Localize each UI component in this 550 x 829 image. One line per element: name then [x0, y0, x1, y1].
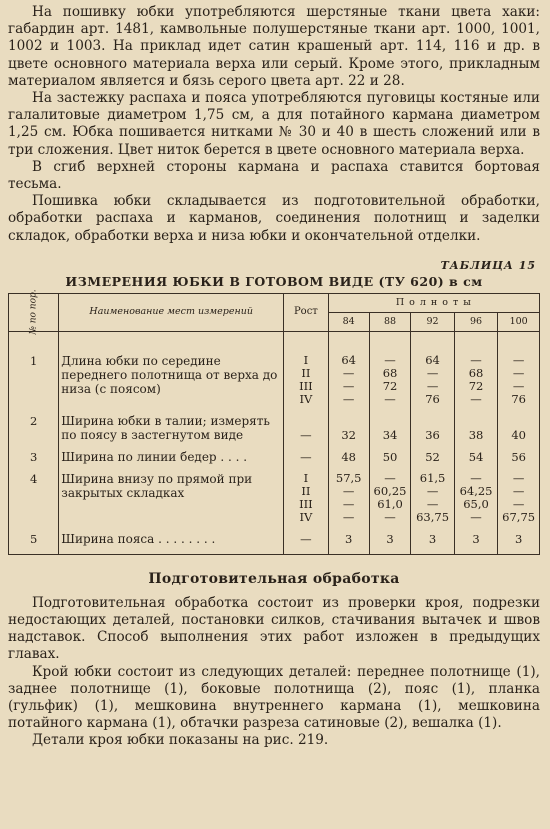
row-number: 2 — [9, 414, 59, 450]
row-name: Ширина по линии бедер . . . . — [59, 450, 284, 472]
value-cell: 36 — [411, 414, 454, 450]
value-cell: 3 — [454, 532, 497, 555]
row-number: 5 — [9, 532, 59, 555]
value-cell: 64 — — 76 — [411, 354, 454, 414]
value-cell: — — — 67,75 — [498, 472, 540, 532]
table-row — [9, 532, 540, 555]
paragraph: Детали кроя юбки показаны на рис. 219. — [32, 732, 329, 749]
row-name: Ширина внизу по прямой при закрытых складках — [59, 472, 284, 532]
value-cell: — 64,25 65,0 — — [454, 472, 497, 532]
intro-text — [8, 4, 540, 245]
value-cell: 40 — [498, 414, 540, 450]
row-number: 4 — [9, 472, 59, 532]
fullness-col: 88 — [369, 312, 411, 331]
header-growth: Рост — [284, 293, 329, 331]
value-cell: 57,5 — — — — [328, 472, 369, 532]
value-cell: — 60,25 61,0 — — [369, 472, 411, 532]
value-cell: 34 — [369, 414, 411, 450]
value-cell: 38 — [454, 414, 497, 450]
value-cell: 48 — [328, 450, 369, 472]
header-fullness: П о л н о т ы — [328, 293, 539, 312]
paragraph: На пошивку юбки употребляются шерстяные ткани цвета хаки: габардин арт. 1481, камвольные полушерстяные ткани арт. 1000, 1001, 1002 и 1003. На приклад идет сатин крашеный арт. 114, 116 и др. в цвете основного материала верха или серый. Кроме этого, прикладным материалом является и бязь серого цвета арт. 22 и 28. — [8, 4, 540, 89]
measurements-table — [8, 289, 540, 555]
table-row — [9, 472, 540, 532]
paragraph: Подготовительная обработка состоит из проверки кроя, подрезки недостающих деталей, постановки силков, стачивания вытачек и швов надставок. Способ выполнения этих работ изложен в предыдущих главах. — [8, 594, 540, 663]
fullness-col: 100 — [498, 312, 540, 331]
value-cell: 54 — [454, 450, 497, 472]
outro-text — [8, 595, 540, 750]
value-cell: 3 — [411, 532, 454, 555]
section-heading: Подготовительная обработка — [148, 570, 400, 587]
row-growth: — — [284, 532, 329, 555]
paragraph: Пошивка юбки складывается из подготовительной обработки, обработки распаха и карманов, соединения полотнищ и заделки складок, обработки верха и низа юбки и окончательной отделки. — [8, 193, 540, 244]
row-number: 1 — [9, 354, 59, 414]
fullness-col: 92 — [411, 312, 454, 331]
paragraph: Крой юбки состоит из следующих деталей: переднее полотнище (1), заднее полотнище (1), боковые полотнища (2), пояс (1), планка (гульфик) (1), мешковина внутреннего кармана (1), мешковина потайного кармана (1), обтачки разреза сатиновые (2), вешалка (1). — [8, 663, 540, 732]
table-row — [9, 414, 540, 450]
header-number: № по пор. — [9, 293, 59, 331]
table-row — [9, 354, 540, 414]
row-growth: — — [284, 450, 329, 472]
fullness-col: 84 — [328, 312, 369, 331]
header-measure-name: Наименование мест измерений — [59, 293, 284, 331]
value-cell: 3 — [328, 532, 369, 555]
value-cell: 61,5 — — 63,75 — [411, 472, 454, 532]
value-cell: 3 — [498, 532, 540, 555]
paragraph: На застежку распаха и пояса употребляются пуговицы костяные или галалитовые диаметром 1,75 см, а для потайного кармана диаметром 1,25 см. Юбка пошивается нитками № 30 и 40 в шесть сложений или в три сложения. Цвет ниток берется в цвете основного материала верха. — [8, 90, 540, 158]
row-name: Ширина пояса . . . . . . . . — [59, 532, 284, 555]
value-cell: — 68 72 — — [369, 354, 411, 414]
row-growth: I II III IV — [284, 354, 329, 414]
table-header-row — [9, 293, 540, 312]
value-cell: 64 — — — — [328, 354, 369, 414]
row-name: Длина юбки по середине переднего полотнища от верха до низа (с поясом) — [59, 354, 284, 414]
row-name: Ширина юбки в талии; измерять по поясу в застегнутом виде — [59, 414, 284, 450]
value-cell: 50 — [369, 450, 411, 472]
value-cell: 56 — [498, 450, 540, 472]
table-label: ТАБЛИЦА 15 — [440, 258, 536, 272]
value-cell: 3 — [369, 532, 411, 555]
value-cell: 52 — [411, 450, 454, 472]
value-cell: 32 — [328, 414, 369, 450]
paragraph: В сгиб верхней стороны кармана и распаха ставится бортовая тесьма. — [8, 158, 540, 193]
fullness-col: 96 — [454, 312, 497, 331]
row-growth: — — [284, 414, 329, 450]
table-row — [9, 450, 540, 472]
table-title: ИЗМЕРЕНИЯ ЮБКИ В ГОТОВОМ ВИДЕ (ТУ 620) в см — [65, 273, 483, 289]
row-number: 3 — [9, 450, 59, 472]
row-growth: I II III IV — [284, 472, 329, 532]
value-cell: — — — 76 — [498, 354, 540, 414]
value-cell: — 68 72 — — [454, 354, 497, 414]
